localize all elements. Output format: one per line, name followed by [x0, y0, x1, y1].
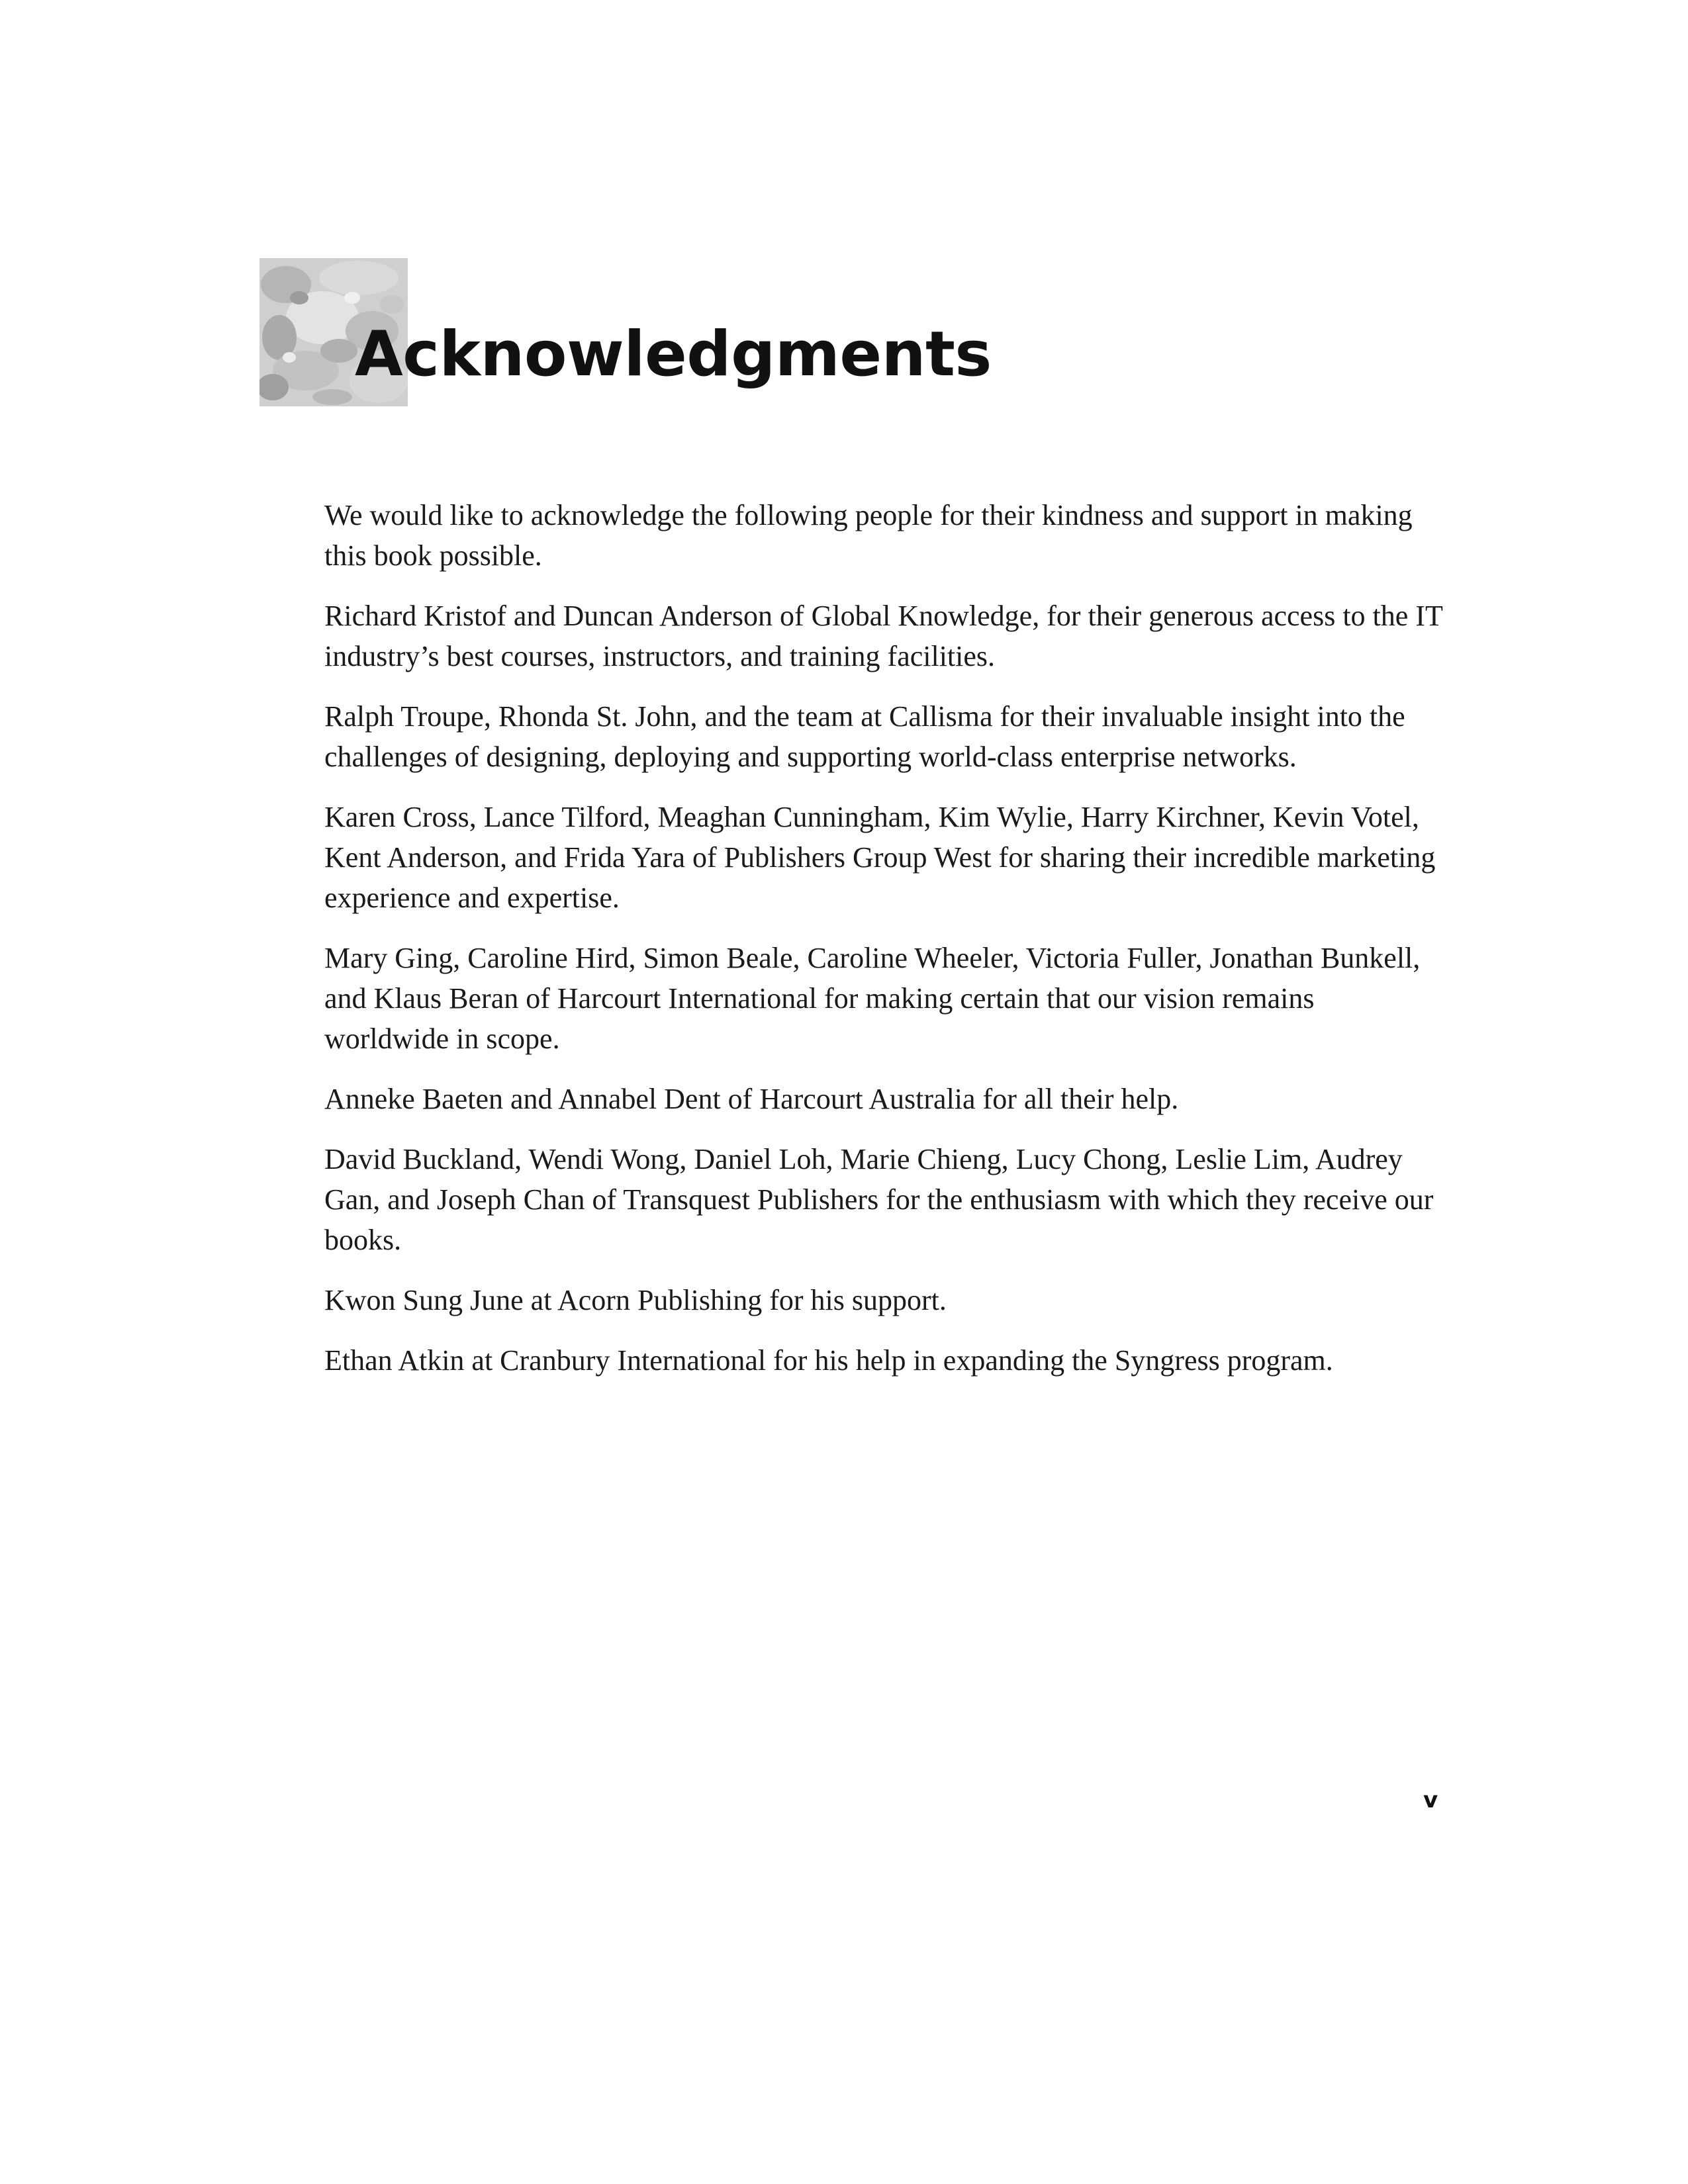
- paragraph: Kwon Sung June at Acorn Publishing for his support.: [324, 1284, 947, 1316]
- page-title: Acknowledgments: [355, 318, 992, 390]
- paragraph: Richard Kristof and Duncan Anderson of Global Knowledge, for their generous access to the IT industry’s best courses, instructors, and training facilities.: [324, 600, 1443, 672]
- paragraph: Mary Ging, Caroline Hird, Simon Beale, Caroline Wheeler, Victoria Fuller, Jonathan Bunkell, and Klaus Beran of Harcourt International for making certain that our vision remains worldwide in scope.: [324, 942, 1421, 1055]
- acknowledgments-body: [324, 495, 1443, 1400]
- paragraph: Karen Cross, Lance Tilford, Meaghan Cunningham, Kim Wylie, Harry Kirchner, Kevin Votel, Kent Anderson, and Frida Yara of Publishers Group West for sharing their incredible marketing experience and expertise.: [324, 801, 1436, 914]
- page-number: v: [1423, 1787, 1438, 1813]
- paragraph: Ethan Atkin at Cranbury International for his help in expanding the Syngress program.: [324, 1344, 1333, 1377]
- paragraph: We would like to acknowledge the following people for their kindness and support in making this book possible.: [324, 499, 1413, 572]
- paragraph: Ralph Troupe, Rhonda St. John, and the team at Callisma for their invaluable insight into the challenges of designing, deploying and supporting world-class enterprise networks.: [324, 700, 1405, 773]
- paragraph: Anneke Baeten and Annabel Dent of Harcourt Australia for all their help.: [324, 1083, 1179, 1115]
- paragraph: David Buckland, Wendi Wong, Daniel Loh, Marie Chieng, Lucy Chong, Leslie Lim, Audrey Gan, and Joseph Chan of Transquest Publishers for the enthusiasm with which they receive our books.: [324, 1143, 1434, 1256]
